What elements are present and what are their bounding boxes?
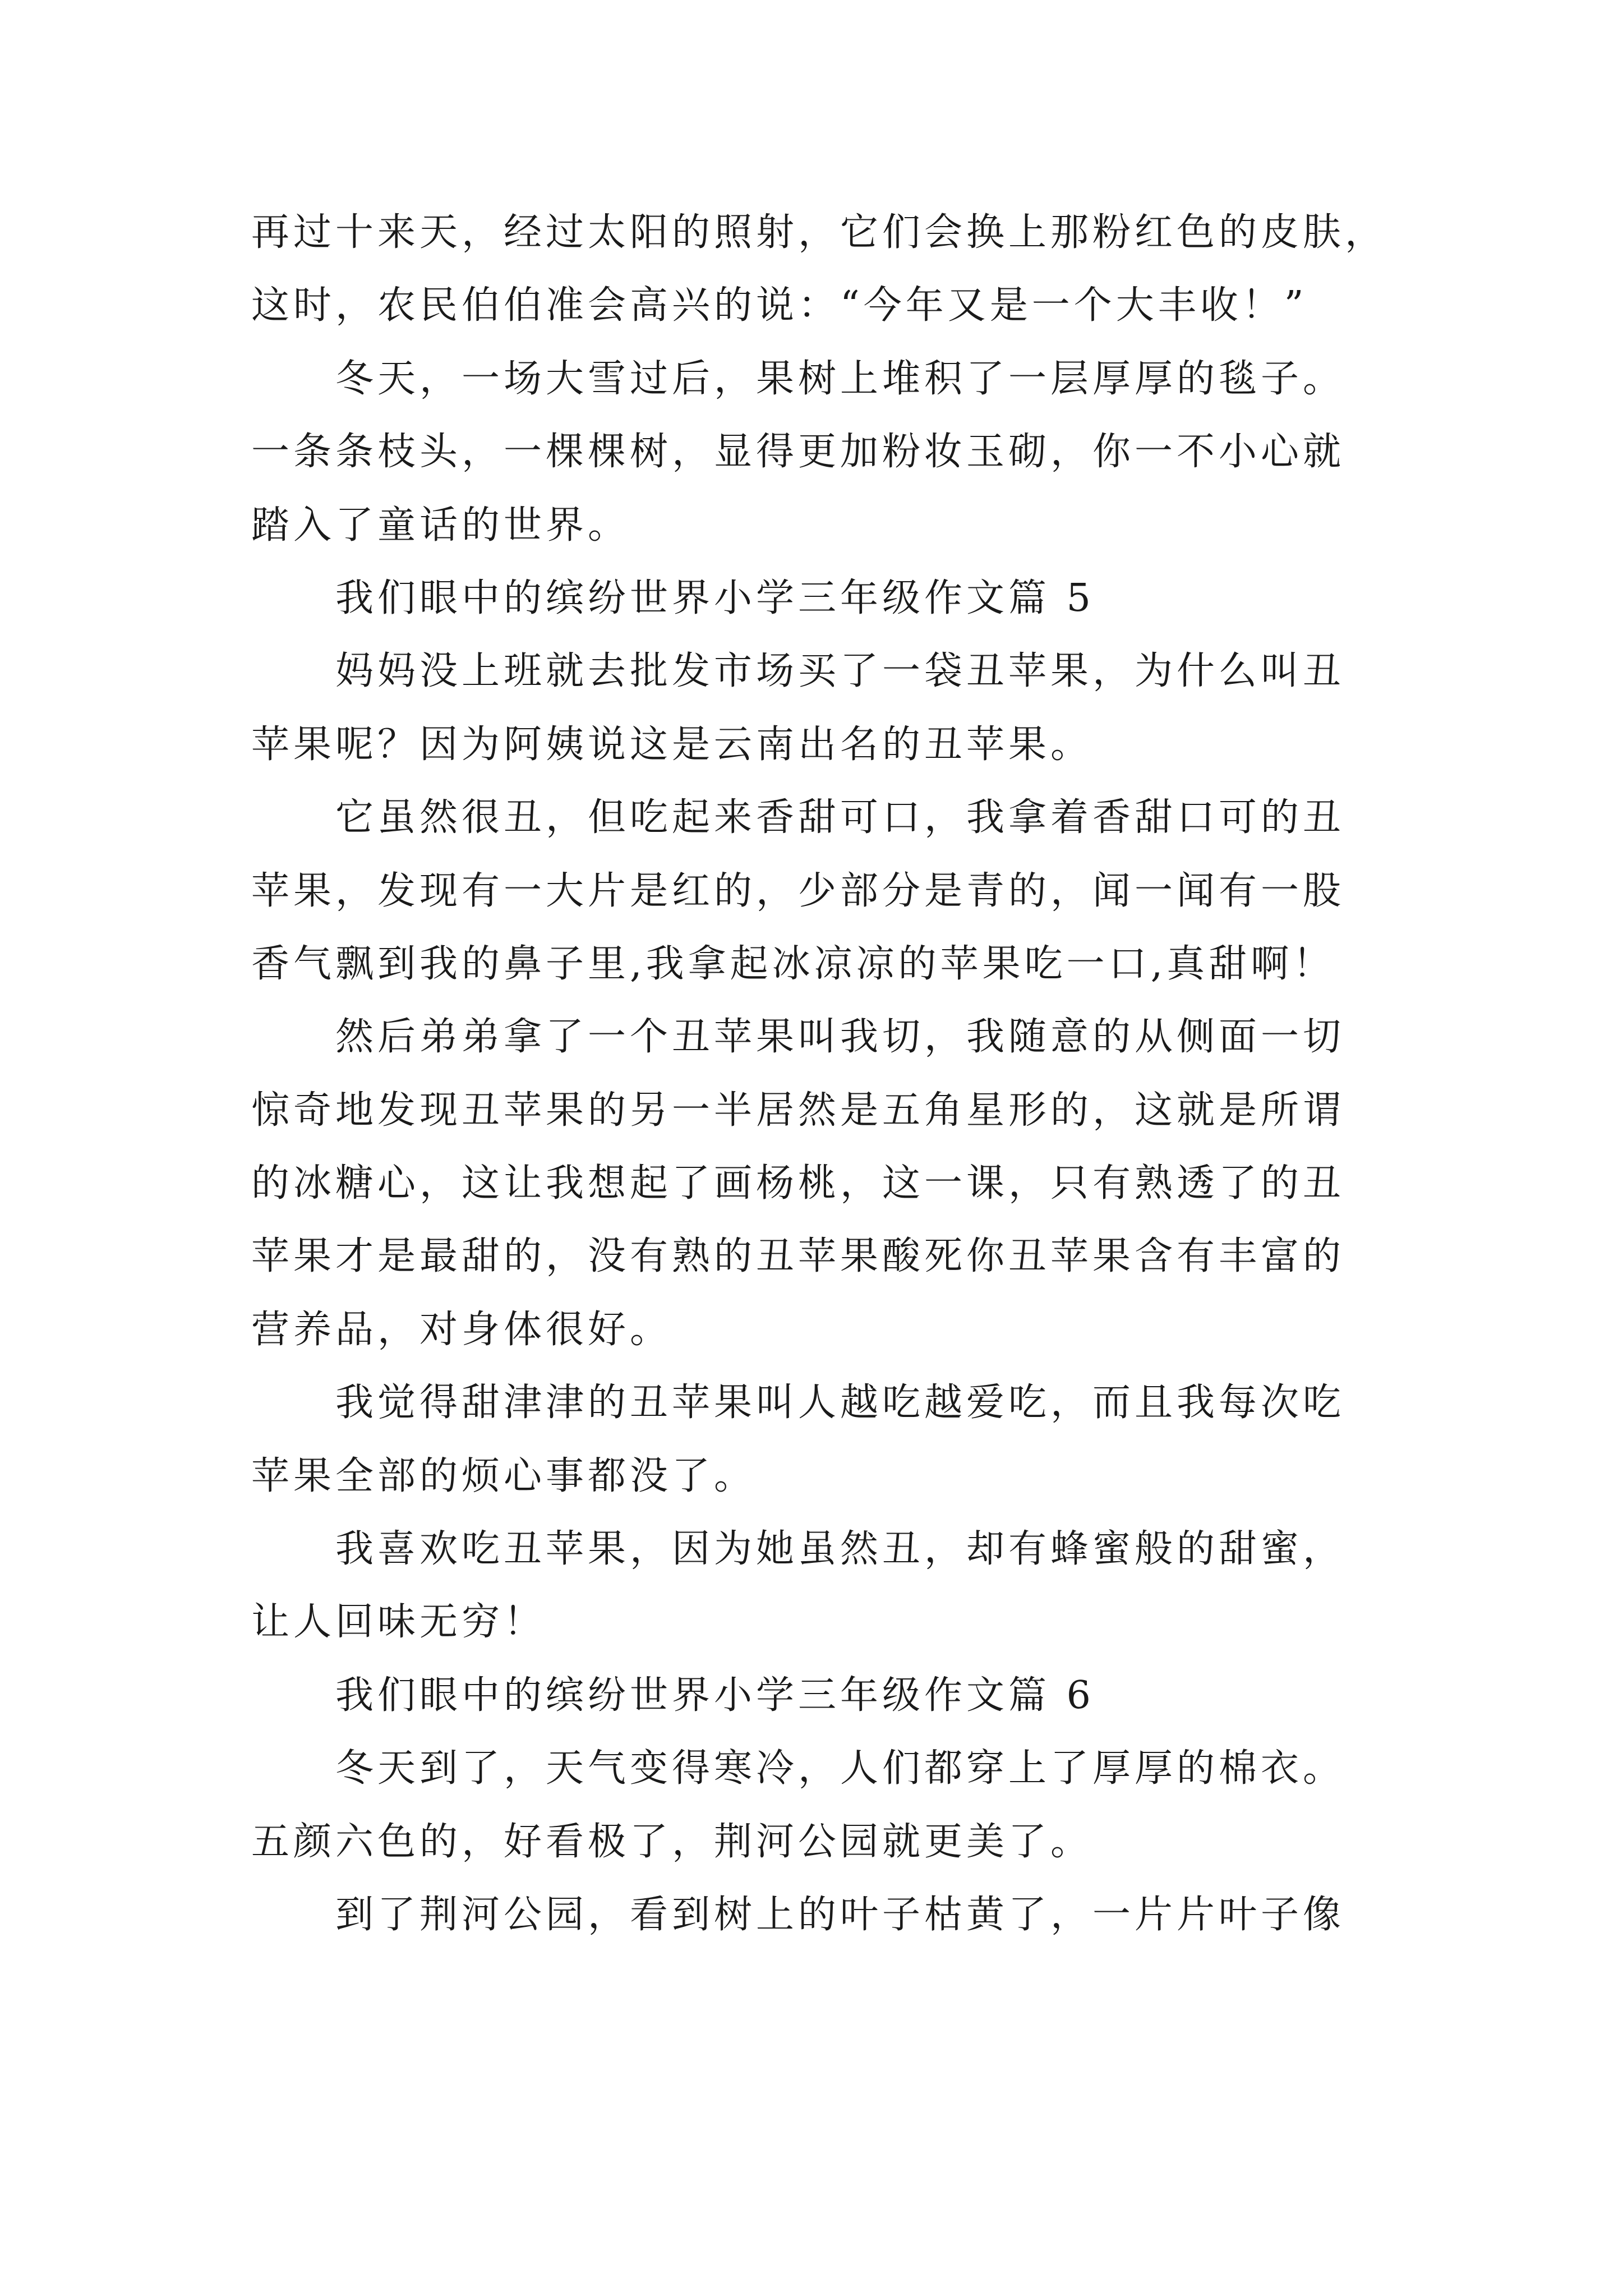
text-line: 冬天到了，天气变得寒冷，人们都穿上了厚厚的棉衣。: [335, 1746, 1345, 1791]
text-line: 苹果全部的烦心事都没了。: [251, 1453, 757, 1498]
text-line: 我觉得甜津津的丑苹果叫人越吃越爱吃，而且我每次吃: [335, 1381, 1345, 1425]
text-line: 它虽然很丑，但吃起来香甜可口，我拿着香甜口可的丑: [335, 795, 1345, 840]
text-line: 然后弟弟拿了一个丑苹果叫我切，我随意的从侧面一切: [335, 1015, 1345, 1060]
text-line: 苹果才是最甜的，没有熟的丑苹果酸死你丑苹果含有丰富的: [251, 1234, 1345, 1279]
text-line: 的冰糖心，这让我想起了画杨桃，这一课，只有熟透了的丑: [251, 1161, 1345, 1206]
document-body: [251, 196, 1395, 1952]
text-line: 再过十来天，经过太阳的照射，它们会换上那粉红色的皮肤，: [251, 210, 1387, 255]
text-line: 让人回味无穷！: [251, 1600, 546, 1645]
text-line: 我们眼中的缤纷世界小学三年级作文篇 6: [335, 1673, 1095, 1718]
text-line: 苹果呢？因为阿姨说这是云南出名的丑苹果。: [251, 722, 1093, 767]
text-line: 惊奇地发现丑苹果的另一半居然是五角星形的，这就是所谓: [251, 1088, 1345, 1133]
text-line: 我喜欢吃丑苹果，因为她虽然丑，却有蜂蜜般的甜蜜，: [335, 1527, 1345, 1572]
text-line: 营养品，对身体很好。: [251, 1307, 672, 1352]
text-line: 五颜六色的，好看极了，荆河公园就更美了。: [251, 1819, 1093, 1864]
text-line: 踏入了童话的世界。: [251, 503, 630, 547]
text-line: 冬天，一场大雪过后，果树上堆积了一层厚厚的毯子。: [335, 356, 1345, 401]
text-line: 妈妈没上班就去批发市场买了一袋丑苹果，为什么叫丑: [335, 649, 1345, 694]
text-line: 一条条枝头，一棵棵树，显得更加粉妆玉砌，你一不小心就: [251, 430, 1345, 475]
text-line: 到了荆河公园，看到树上的叶子枯黄了，一片片叶子像: [335, 1892, 1345, 1937]
text-line: 香气飘到我的鼻子里,我拿起冰凉凉的苹果吃一口,真甜啊！: [251, 941, 1335, 986]
text-line: 这时，农民伯伯准会高兴的说：“今年又是一个大丰收！”: [251, 283, 1308, 328]
text-line: 苹果，发现有一大片是红的，少部分是青的，闻一闻有一股: [251, 868, 1345, 913]
text-line: 我们眼中的缤纷世界小学三年级作文篇 5: [335, 576, 1095, 620]
